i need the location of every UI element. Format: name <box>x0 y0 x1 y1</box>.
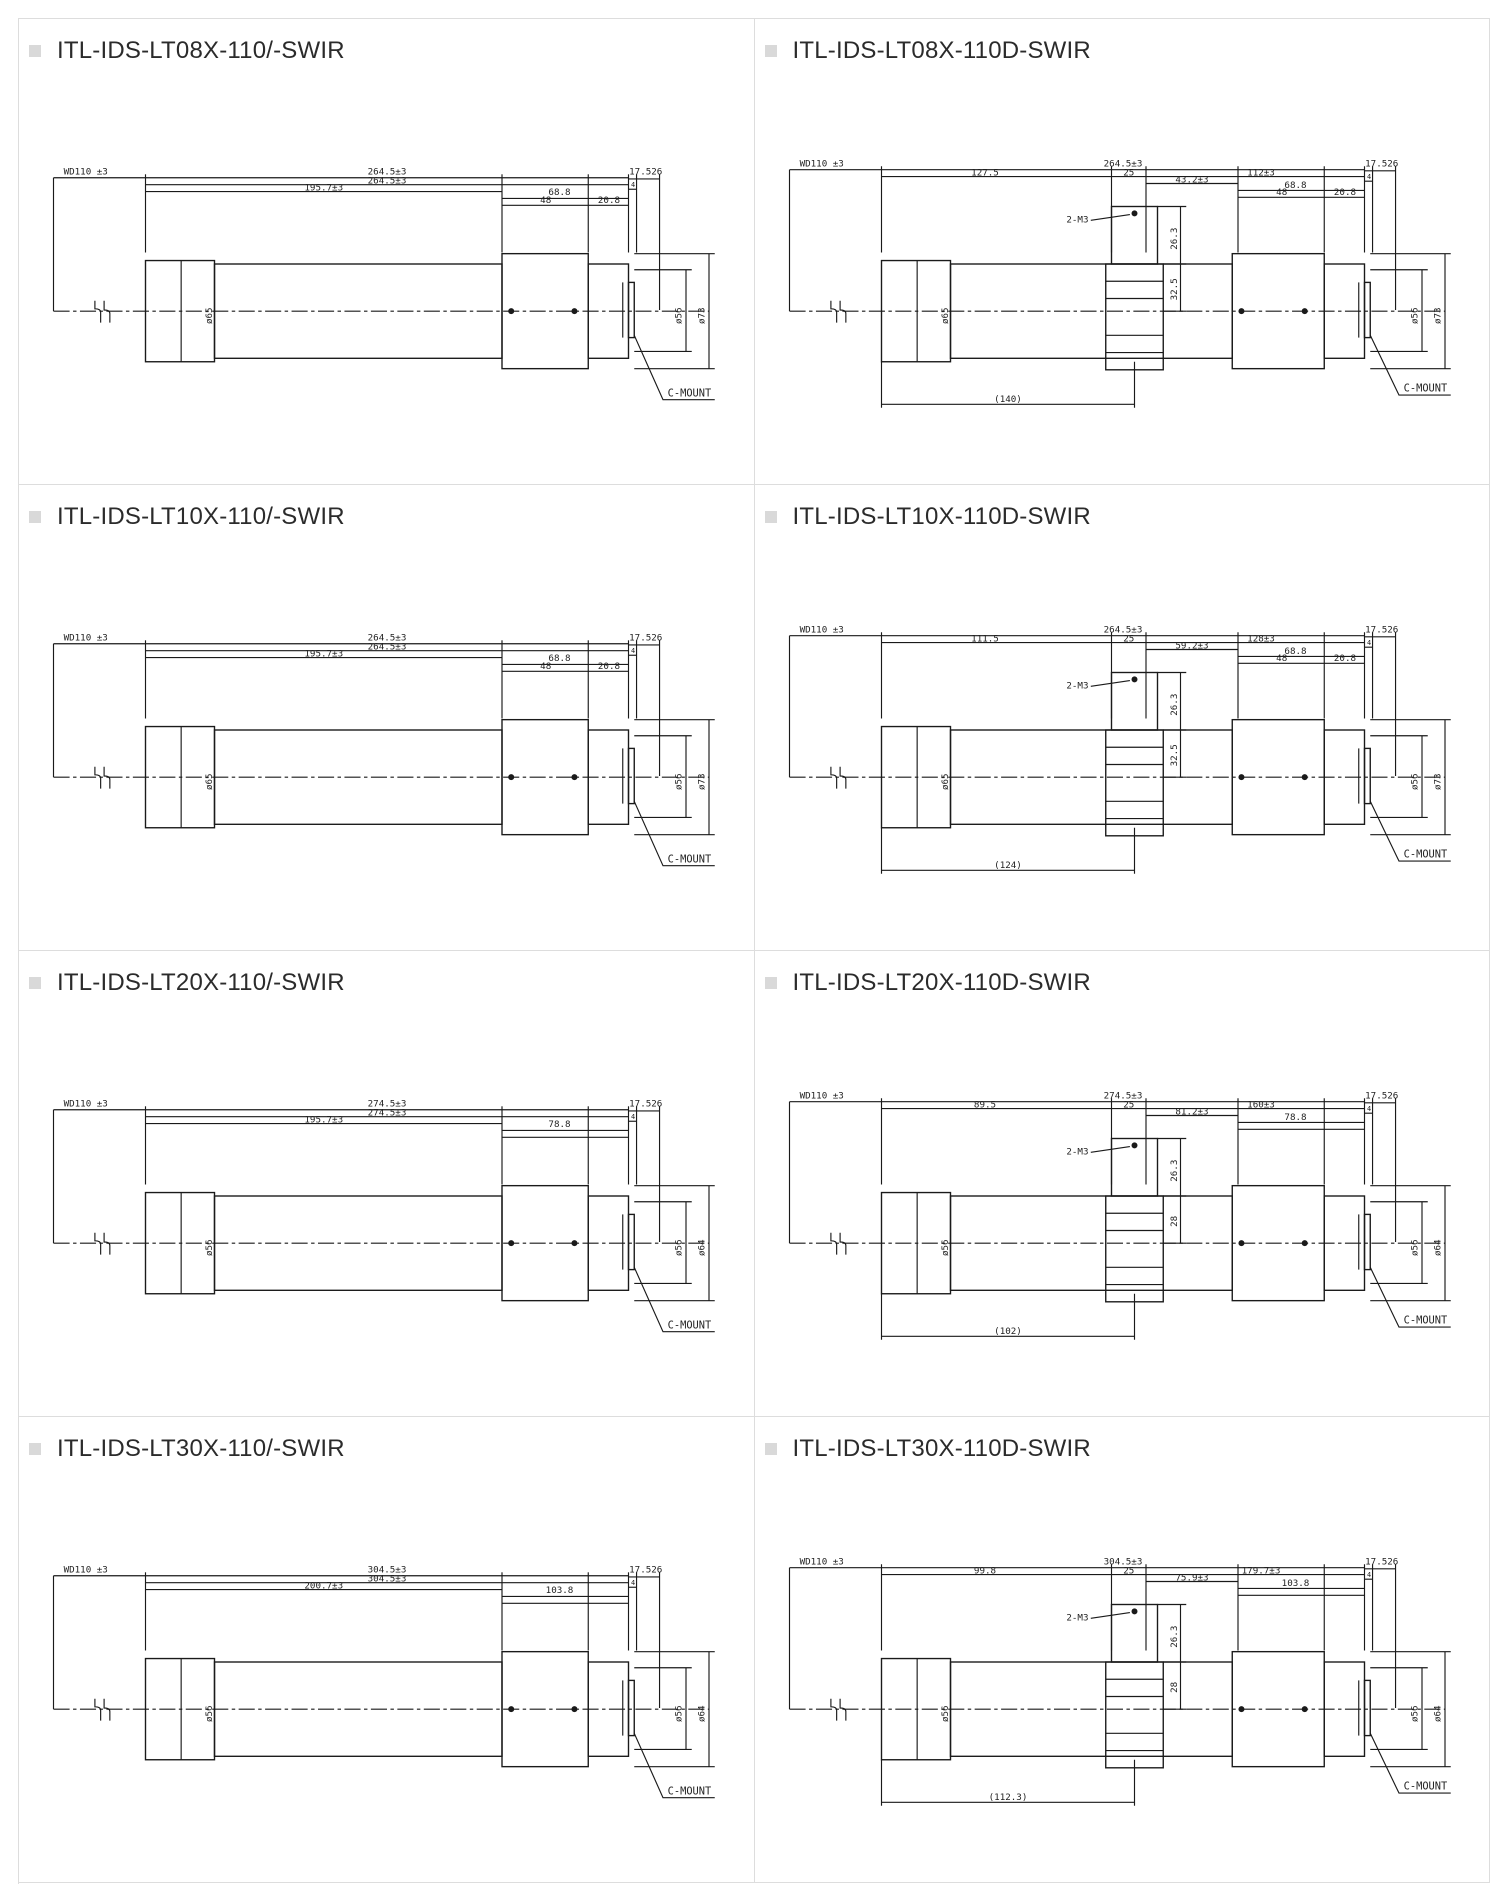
panel-title: ITL-IDS-LT10X-110D-SWIR <box>792 503 1091 530</box>
dimension-label: 20.8 <box>597 661 621 673</box>
dimension-label: 304.5±3 <box>1103 1556 1142 1568</box>
c-mount-thread <box>629 282 635 337</box>
diameter-label: ø56 <box>939 1705 951 1723</box>
diameter-label: ø73 <box>1431 773 1443 791</box>
dimension-label: WD110 ±3 <box>63 1564 108 1576</box>
dimension-label: 111.5 <box>970 633 999 645</box>
prism-cube <box>1105 1196 1163 1302</box>
c-mount-thread <box>1364 748 1370 803</box>
diameter-label: ø64 <box>1431 1705 1443 1723</box>
dimension-label: 195.7±3 <box>304 1114 344 1126</box>
dimension-label: 78.8 <box>548 1119 571 1130</box>
diameter-label: ø65 <box>939 773 951 791</box>
dimension-label: 304.5±3 <box>367 1564 407 1576</box>
dimension-label: 264.5±3 <box>1103 624 1142 636</box>
lens-dimension-drawing <box>755 89 1491 485</box>
dimension-label: WD110 ±3 <box>799 624 844 636</box>
dimension-label: WD110 ±3 <box>799 1090 844 1102</box>
panel-header <box>765 969 1091 997</box>
c-mount-thread <box>629 1214 635 1269</box>
square-bullet-icon <box>765 977 777 989</box>
center-point-marker <box>1238 308 1244 314</box>
lens-dimension-drawing <box>19 1021 755 1417</box>
dimension-label: 274.5±3 <box>1103 1090 1142 1102</box>
panel-title: ITL-IDS-LT20X-110/-SWIR <box>57 969 345 996</box>
lens-dimension-drawing <box>755 1021 1491 1417</box>
dimension-label: 20.8 <box>597 195 621 207</box>
m3-label: 2-M3 <box>1065 1612 1088 1624</box>
square-bullet-icon <box>765 511 777 523</box>
center-point-marker <box>571 774 577 780</box>
center-point-marker <box>1131 676 1137 682</box>
dimension-label: 68.8 <box>548 187 571 198</box>
dimension-label: 48 <box>1275 187 1287 198</box>
c-mount-label: C-MOUNT <box>1403 1780 1447 1793</box>
lens-drawing <box>54 632 715 865</box>
dimension-label: 195.7±3 <box>304 182 344 194</box>
center-point-marker <box>571 1706 577 1712</box>
dimension-label: 4 <box>631 646 636 655</box>
diameter-label: ø56 <box>673 773 685 791</box>
diameter-label: ø56 <box>1408 1239 1420 1257</box>
drawing-panel <box>19 951 755 1417</box>
diameter-label: ø56 <box>673 1239 685 1257</box>
c-mount-label: C-MOUNT <box>667 853 712 866</box>
center-point-marker <box>1131 1142 1137 1148</box>
square-bullet-icon <box>29 977 41 989</box>
diameter-label: ø65 <box>204 307 216 325</box>
center-point-marker <box>1238 1240 1244 1246</box>
dimension-label: 17.526 <box>1364 624 1398 636</box>
axis-break-symbol <box>830 1699 845 1721</box>
diameter-label: ø56 <box>1408 773 1420 791</box>
dimension-label: 17.526 <box>629 1098 663 1110</box>
diameter-label: ø56 <box>204 1705 216 1723</box>
height-label: 32.5 <box>1168 744 1180 767</box>
axis-break-symbol <box>95 1233 110 1255</box>
diameter-label: ø64 <box>696 1239 708 1257</box>
lens-dimension-drawing <box>19 89 755 485</box>
square-bullet-icon <box>765 1443 777 1455</box>
m3-label: 2-M3 <box>1065 1146 1088 1158</box>
c-mount-thread <box>629 1680 635 1735</box>
lens-drawing <box>789 158 1450 408</box>
c-mount-thread <box>1364 1214 1370 1269</box>
panel-header <box>29 969 345 997</box>
dimension-label: 4 <box>631 180 636 189</box>
dimension-label: 81.2±3 <box>1174 1106 1209 1118</box>
panel-header <box>29 37 345 65</box>
dimension-label: 264.5±3 <box>367 641 407 653</box>
center-point-marker <box>508 308 514 314</box>
lens-drawing <box>54 1564 715 1797</box>
m3-leader <box>1090 1613 1129 1619</box>
lens-dimension-drawing <box>19 555 755 951</box>
dimension-label: 48 <box>540 661 552 673</box>
panel-title: ITL-IDS-LT08X-110/-SWIR <box>57 37 345 64</box>
center-point-marker <box>1131 1608 1137 1614</box>
center-point-marker <box>1301 1240 1307 1246</box>
dimension-label: 17.526 <box>1364 1090 1398 1102</box>
axis-break-symbol <box>95 1699 110 1721</box>
dimension-label: 59.2±3 <box>1174 640 1209 652</box>
dimension-label: 25 <box>1122 167 1134 179</box>
square-bullet-icon <box>29 45 41 57</box>
diameter-label: ø56 <box>204 1239 216 1257</box>
c-mount-label: C-MOUNT <box>1403 1314 1447 1327</box>
dimension-label: 103.8 <box>1281 1578 1309 1590</box>
c-mount-thread <box>1364 282 1370 337</box>
dimension-label: 264.5±3 <box>367 175 407 187</box>
diameter-label: ø65 <box>939 307 951 325</box>
bottom-dimension-label: (102) <box>993 1326 1022 1337</box>
dimension-label: WD110 ±3 <box>63 166 108 178</box>
dimension-label: WD110 ±3 <box>63 1098 108 1110</box>
lens-drawing <box>789 624 1450 874</box>
dimension-label: 4 <box>631 1578 636 1587</box>
drawing-panel <box>755 19 1491 485</box>
diameter-label: ø56 <box>939 1239 951 1257</box>
dimension-label: 20.8 <box>1333 187 1356 198</box>
diameter-label: ø56 <box>673 1705 685 1723</box>
height-label: 26.3 <box>1168 693 1180 716</box>
drawing-panel <box>19 1417 755 1883</box>
c-mount-label: C-MOUNT <box>1403 382 1447 395</box>
panel-title: ITL-IDS-LT30X-110/-SWIR <box>57 1435 345 1462</box>
center-point-marker <box>1238 774 1244 780</box>
dimension-label: 127.5 <box>970 167 999 179</box>
dimension-label: 4 <box>1366 172 1371 181</box>
lens-dimension-drawing <box>755 555 1491 951</box>
dimension-label: 75.9±3 <box>1174 1572 1209 1584</box>
prism-cube <box>1105 730 1163 836</box>
dimension-label: 17.526 <box>629 1564 663 1576</box>
dimension-label: 48 <box>540 195 552 207</box>
diameter-label: ø64 <box>696 1705 708 1723</box>
diameter-label: ø64 <box>1431 1239 1443 1257</box>
height-label: 26.3 <box>1168 1159 1180 1182</box>
center-point-marker <box>571 308 577 314</box>
prism-cube <box>1105 264 1163 370</box>
dimension-label: 4 <box>631 1112 636 1121</box>
dimension-label: 17.526 <box>1364 158 1398 170</box>
m3-label: 2-M3 <box>1065 680 1088 692</box>
dimension-label: 274.5±3 <box>367 1107 407 1119</box>
dimension-label: 103.8 <box>545 1585 574 1596</box>
dimension-label: 264.5±3 <box>367 632 407 644</box>
dimension-label: WD110 ±3 <box>799 1556 844 1568</box>
dimension-label: 195.7±3 <box>304 648 344 660</box>
dimension-label: 264.5±3 <box>1103 158 1142 170</box>
dimension-label: 68.8 <box>1283 180 1307 192</box>
height-label: 28 <box>1168 1215 1180 1227</box>
dimension-label: 200.7±3 <box>304 1580 344 1592</box>
square-bullet-icon <box>765 45 777 57</box>
dimension-label: 17.526 <box>629 166 663 178</box>
center-point-marker <box>571 1240 577 1246</box>
panel-title: ITL-IDS-LT10X-110/-SWIR <box>57 503 345 530</box>
dimension-label: 25 <box>1122 1099 1134 1111</box>
dimension-label: WD110 ±3 <box>63 632 108 644</box>
bottom-dimension-label: (112.3) <box>988 1792 1027 1803</box>
diameter-label: ø73 <box>696 773 708 791</box>
dimension-label: 304.5±3 <box>367 1573 407 1585</box>
c-mount-label: C-MOUNT <box>667 387 712 400</box>
c-mount-thread <box>1364 1680 1370 1735</box>
dimension-label: 78.8 <box>1283 1112 1307 1124</box>
diameter-label: ø65 <box>204 773 216 791</box>
center-point-marker <box>1301 1706 1307 1712</box>
dimension-label: 20.8 <box>1333 653 1356 664</box>
dimension-label: 89.5 <box>973 1099 996 1111</box>
panel-header <box>29 1435 345 1463</box>
bottom-dimension-label: (124) <box>993 860 1022 871</box>
dimension-label: 48 <box>1275 653 1287 664</box>
center-point-marker <box>508 774 514 780</box>
dimension-label: 68.8 <box>548 653 571 664</box>
drawing-panel <box>755 951 1491 1417</box>
m3-leader <box>1090 681 1129 687</box>
diameter-label: ø56 <box>673 307 685 325</box>
center-point-marker <box>1301 308 1307 314</box>
m3-leader <box>1090 215 1129 221</box>
dimension-label: 25 <box>1122 633 1134 645</box>
dimension-label: 112±3 <box>1246 167 1275 179</box>
panel-header <box>765 1435 1091 1463</box>
dimension-label: 17.526 <box>629 632 663 644</box>
center-point-marker <box>1131 210 1137 216</box>
dimension-label: 68.8 <box>1283 646 1307 658</box>
lens-drawing <box>789 1090 1450 1340</box>
panel-title: ITL-IDS-LT30X-110D-SWIR <box>792 1435 1091 1462</box>
lens-dimension-drawing <box>19 1487 755 1883</box>
dimension-label: 17.526 <box>1364 1556 1398 1568</box>
c-mount-label: C-MOUNT <box>667 1319 712 1332</box>
drawing-grid <box>18 18 1490 1884</box>
center-point-marker <box>508 1240 514 1246</box>
lens-drawing <box>54 166 715 399</box>
dimension-label: 274.5±3 <box>367 1098 407 1110</box>
panel-title: ITL-IDS-LT08X-110D-SWIR <box>792 37 1091 64</box>
diameter-label: ø73 <box>696 307 708 325</box>
axis-break-symbol <box>830 1233 845 1255</box>
lens-drawing <box>54 1098 715 1331</box>
height-label: 32.5 <box>1168 278 1180 301</box>
lens-dimension-drawing <box>755 1487 1491 1883</box>
height-label: 26.3 <box>1168 1625 1180 1648</box>
panel-header <box>765 503 1091 531</box>
center-point-marker <box>1301 774 1307 780</box>
dimension-label: 264.5±3 <box>367 166 407 178</box>
bottom-dimension-label: (140) <box>993 394 1022 405</box>
prism-cube <box>1105 1662 1163 1768</box>
height-label: 28 <box>1168 1681 1180 1693</box>
center-point-marker <box>508 1706 514 1712</box>
square-bullet-icon <box>29 511 41 523</box>
drawing-panel <box>19 19 755 485</box>
diameter-label: ø56 <box>1408 307 1420 325</box>
c-mount-label: C-MOUNT <box>1403 848 1447 861</box>
dimension-label: 4 <box>1366 1570 1371 1579</box>
diameter-label: ø56 <box>1408 1705 1420 1723</box>
center-point-marker <box>1238 1706 1244 1712</box>
m3-label: 2-M3 <box>1065 214 1088 226</box>
drawing-panel <box>19 485 755 951</box>
lens-drawing <box>789 1556 1450 1806</box>
panel-header <box>29 503 345 531</box>
height-label: 26.3 <box>1168 227 1180 250</box>
panel-header <box>765 37 1091 65</box>
square-bullet-icon <box>29 1443 41 1455</box>
panel-title: ITL-IDS-LT20X-110D-SWIR <box>792 969 1091 996</box>
dimension-label: WD110 ±3 <box>799 158 844 170</box>
dimension-label: 179.7±3 <box>1241 1565 1280 1577</box>
dimension-label: 43.2±3 <box>1174 174 1209 186</box>
dimension-label: 25 <box>1122 1565 1134 1577</box>
dimension-label: 4 <box>1366 1104 1371 1113</box>
drawing-panel <box>755 485 1491 951</box>
c-mount-label: C-MOUNT <box>667 1785 712 1798</box>
dimension-label: 4 <box>1366 638 1371 647</box>
dimension-label: 128±3 <box>1246 633 1275 645</box>
c-mount-thread <box>629 748 635 803</box>
m3-leader <box>1090 1147 1129 1153</box>
dimension-label: 160±3 <box>1246 1099 1275 1111</box>
drawing-panel <box>755 1417 1491 1883</box>
diameter-label: ø73 <box>1431 307 1443 325</box>
dimension-label: 99.8 <box>973 1565 996 1577</box>
